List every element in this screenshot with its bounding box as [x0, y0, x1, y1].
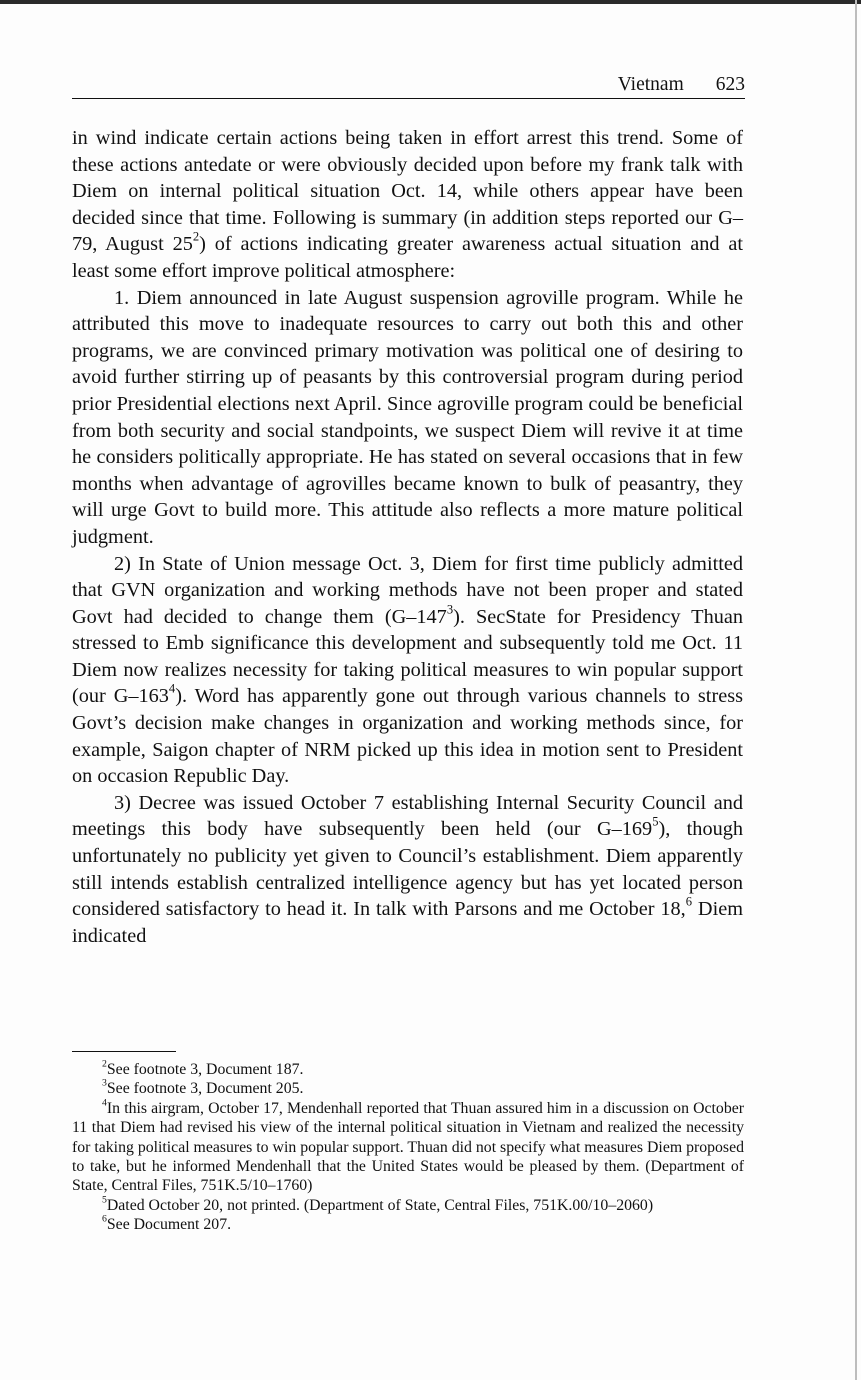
- running-header: [72, 72, 745, 99]
- page-right-edge: [855, 0, 857, 1380]
- page-number: 623: [715, 74, 745, 95]
- footnote-item: $^4$In this airgram, October 17, Mendenhall reported that Thuan assured him in a discussion on October 11 that Diem had revised his view of the internal political situation in Vietnam and realized the necessity for taking political measures to win popular support. Thuan did not specify what measures Diem proposed to take, but he informed Mendenhall that the United States would be pleased by them. (Department of State, Central Files, 751K.5/10–1760): [72, 1097, 744, 1195]
- footnote-item: $^5$Dated October 20, not printed. (Department of State, Central Files, 751K.00/10–2060): [102, 1194, 654, 1214]
- footnote-item: $^2$See footnote 3, Document 187.: [102, 1058, 304, 1078]
- footnote-ref[interactable]: 4: [168, 682, 176, 697]
- footnotes: [72, 1060, 744, 1235]
- paragraph-item-1: 1. Diem announced in late August suspension agroville program. While he attributed this move to inadequate resources to carry out both this and other programs, we are convinced primary motivation was political one of desiring to avoid further stirring up of peasants by this controversial program during period prior Presidential elections next April. Since agroville program could be beneficial from both security and social standpoints, we suspect Diem will revive it at time he considers politically appropriate. He has stated on several occasions that in few months when advantage of agrovilles became known to bulk of peasantry, they will urge Govt to build more. This attitude also reflects a more mature political judgment.: [72, 286, 743, 548]
- footnote-ref[interactable]: 5: [652, 815, 659, 829]
- paragraph-continued: in wind indicate certain actions being taken in effort arrest this trend. Some of these actions antedate or were obviously decided upon before my frank talk with Diem on internal political situation Oct. 14, while others appear have been decided since that time. Following is summary (in addition steps reported our G–79, August $25^2$) of actions indicating greater awareness actual situation and at least some effort improve political atmosphere:: [72, 127, 743, 282]
- footnote-ref[interactable]: 6: [685, 894, 693, 909]
- paragraph-item-2: 2) In State of Union message Oct. 3, Diem for first time publicly admitted that GVN organization and working methods have not been proper and stated Govt had decided to change them $(G-147^3)$. SecState for Presidency Thuan stressed to Emb significance this development and subsequently told me Oct. 11 Diem now realizes necessity for taking political measures to win popular support (our $G-163^4$). Word has apparently gone out through various channels to stress Govt’s decision make changes in organization and working methods since, for example, Saigon chapter of NRM picked up this idea in motion sent to President on occasion Republic Day.: [72, 552, 743, 788]
- footnote-divider: [72, 1051, 176, 1052]
- footnote-ref[interactable]: 2: [192, 229, 200, 244]
- page-top-edge: [0, 0, 861, 4]
- footnote-ref[interactable]: 3: [446, 602, 454, 617]
- paragraph-item-3: 3) Decree was issued October 7 establishing Internal Security Council and meetings this body have subsequently been held (our $G-169^5$), though unfortunately no publicity yet given to Council’s establishment. Diem apparently still intends establish centralized intelligence agency but has yet located person considered satisfactory to head it. In talk with Parsons and me October 18,$^6$ Diem indicated: [72, 791, 744, 947]
- footnote-item: $^3$See footnote 3, Document 205.: [102, 1078, 304, 1098]
- footnote-item: $^6$See Document 207.: [102, 1213, 232, 1234]
- main-text: [72, 125, 743, 949]
- header-title: Vietnam: [617, 74, 684, 95]
